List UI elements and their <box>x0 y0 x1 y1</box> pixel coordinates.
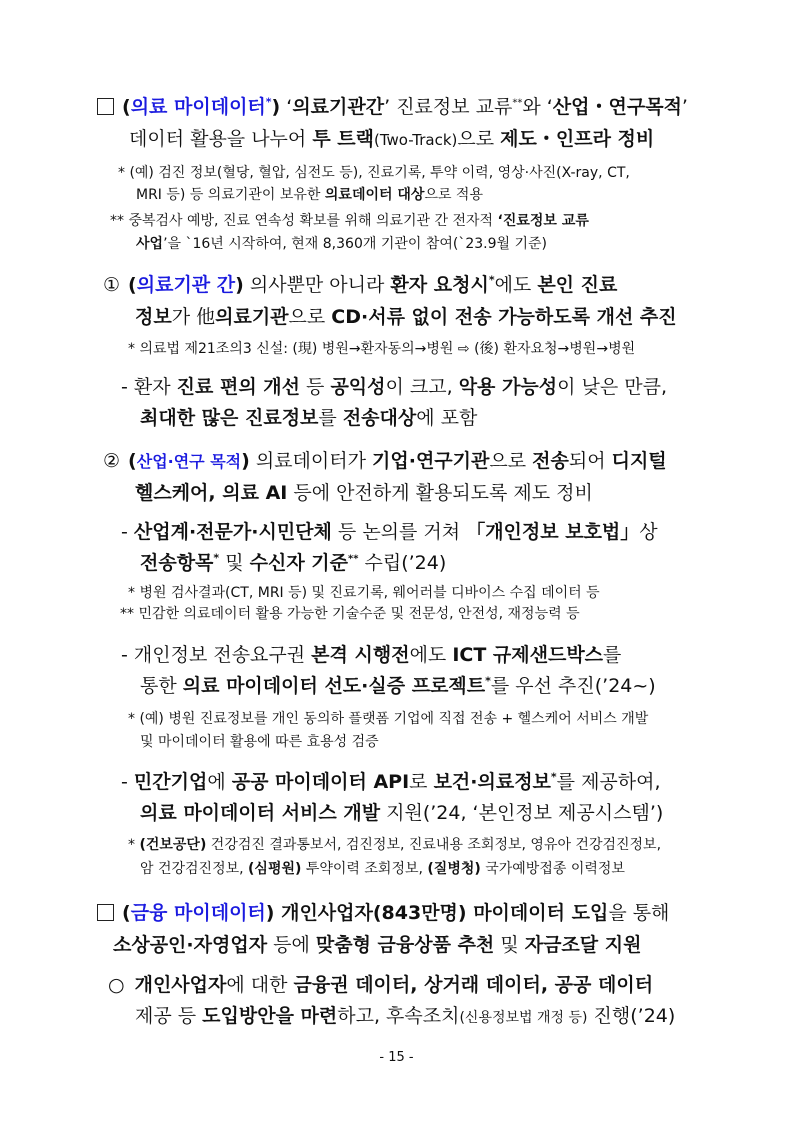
footnote-1-cont: MRI 등) 등 의료기관이 보유한 의료데이터 대상으로 적용 <box>136 187 483 203</box>
circled-number-1: ① <box>103 274 121 296</box>
tag-between-institutions: 의료기관 간 <box>136 274 236 296</box>
dash-item-public-api: - 민간기업에 공공 마이데이터 API로 보건·의료정보*를 제공하여, <box>121 770 661 793</box>
footnote-recipient-criteria: ** 민감한 의료데이터 활용 가능한 기술수준 및 전문성, 안전성, 재정능력 등 <box>120 606 580 622</box>
tag-financial-mydata: 금융 마이데이터 <box>130 902 266 924</box>
footnote-transfer-items: * 병원 검사결과(CT, MRI 등) 및 진료기록, 웨어러블 디바이스 수집 데이터 등 <box>128 585 600 601</box>
section-heading-line2: 데이터 활용을 나누어 투 트랙(Two-Track)으로 제도・인프라 정비 <box>129 128 655 150</box>
footnote-pilot-example: * (예) 병원 진료정보를 개인 동의하 플랫폼 기업에 직접 전송 + 헬스케어 서비스 개발 <box>128 711 649 727</box>
circle-item-sole-proprietors-line2: 제공 등 도입방안을 마련하고, 후속조치(신용정보법 개정 등) 진행(’24) <box>135 1005 676 1027</box>
item-1-heading: ① (의료기관 간) 의사뿐만 아니라 환자 요청시*에도 본인 진료 <box>103 273 618 296</box>
square-bullet-icon <box>97 98 114 115</box>
footnote-2: ** 중복검사 예방, 진료 연속성 확보를 위해 의료기관 간 전자적 ‘진료정보 교류 <box>110 213 589 229</box>
dash-item-public-api-line2: 의료 마이데이터 서비스 개발 지원(’24, ‘본인정보 제공시스템’) <box>140 802 664 824</box>
tag-medical-mydata: 의료 마이데이터 <box>130 96 266 118</box>
item-1-heading-line2: 정보가 他의료기관으로 CD·서류 없이 전송 가능하도록 개선 추진 <box>135 306 677 328</box>
item-2-heading: ② (산업·연구 목적) 의료데이터가 기업·연구기관으로 전송되어 디지털 <box>103 450 667 472</box>
footnote-public-data-sources-cont: 암 건강검진정보, (심평원) 투약이력 조회정보, (질병청) 국가예방접종 이력정보 <box>140 861 625 877</box>
tag-industry-research: 산업·연구 목적 <box>136 452 242 471</box>
section-heading-medical-mydata: (의료 마이데이터*) ‘의료기관간’ 진료정보 교류**와 ‘산업・연구목적’ <box>97 92 688 119</box>
circle-bullet-icon: ○ <box>108 974 125 996</box>
footnote-medical-law: * 의료법 제21조의3 신설: (現) 병원→환자동의→병원 ⇨ (後) 환자요청→병원→병원 <box>128 341 636 357</box>
footnote-pilot-example-cont: 및 마이데이터 활용에 따른 효용성 검증 <box>140 734 379 750</box>
footnote-2-cont: 사업’을 `16년 시작하여, 현재 8,360개 기관이 참여(`23.9월 기준) <box>136 236 548 252</box>
dash-item-patient-convenience: - 환자 진료 편의 개선 등 공익성이 크고, 악용 가능성이 낮은 만큼, <box>121 376 667 398</box>
item-2-heading-line2: 헬스케어, 의료 AI 등에 안전하게 활용되도록 제도 정비 <box>135 482 593 504</box>
dash-item-patient-convenience-line2: 최대한 많은 진료정보를 전송대상에 포함 <box>140 407 478 429</box>
footnote-public-data-sources: * (건보공단) 건강검진 결과통보서, 검진정보, 진료내용 조회정보, 영유아 건강검진정보, <box>128 837 662 853</box>
dash-item-sandbox: - 개인정보 전송요구권 본격 시행전에도 ICT 규제샌드박스를 <box>121 644 622 666</box>
circled-number-2: ② <box>103 450 121 472</box>
footnote-1: * (예) 검진 정보(혈당, 혈압, 심전도 등), 진료기록, 투약 이력, 영상·사진(X-ray, CT, <box>118 165 630 181</box>
section-heading-financial-mydata: (금융 마이데이터) 개인사업자(843만명) 마이데이터 도입을 통해 <box>97 898 669 925</box>
page-number: - 15 - <box>379 1050 414 1065</box>
dash-item-sandbox-line2: 통한 의료 마이데이터 선도·실증 프로젝트*를 우선 추진(’24~) <box>140 674 656 697</box>
section-heading-financial-line2: 소상공인·자영업자 등에 맞춤형 금융상품 추천 및 자금조달 지원 <box>113 934 642 956</box>
square-bullet-icon <box>97 904 114 921</box>
circle-item-sole-proprietors: ○ 개인사업자에 대한 금융권 데이터, 상거래 데이터, 공공 데이터 <box>108 974 654 996</box>
dash-item-transfer-standards-line2: 전송항목* 및 수신자 기준** 수립(’24) <box>140 551 447 574</box>
dash-item-transfer-standards: - 산업계·전문가·시민단체 등 논의를 거쳐 「개인정보 보호법」상 <box>121 521 658 543</box>
